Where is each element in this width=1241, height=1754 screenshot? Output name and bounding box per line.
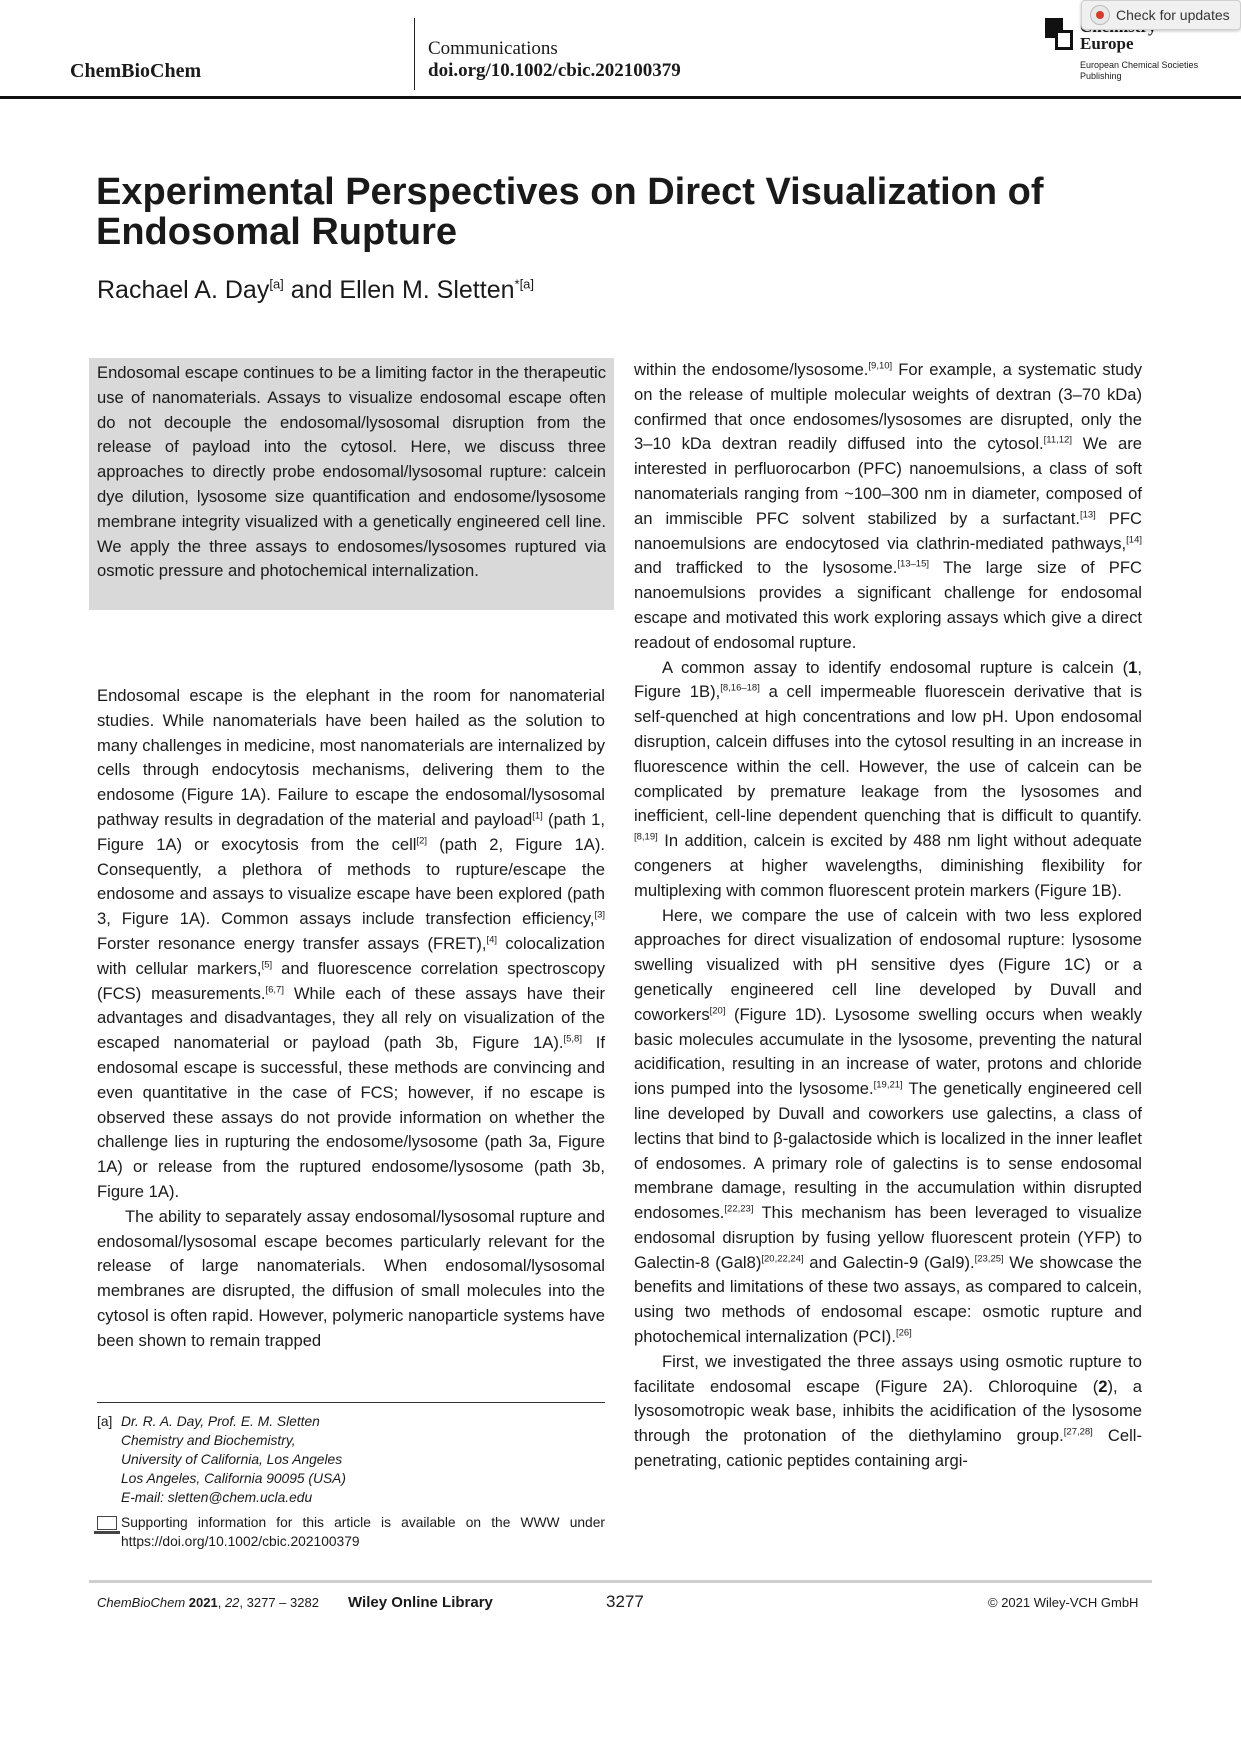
check-for-updates-label: Check for updates (1116, 7, 1230, 23)
page-number: 3277 (606, 1592, 644, 1611)
footer-rule (89, 1580, 1152, 1583)
computer-icon (97, 1516, 117, 1530)
article-title: Experimental Perspectives on Direct Visualization of Endosomal Rupture (96, 171, 1044, 253)
section-label: Communications (428, 38, 558, 59)
copyright: © 2021 Wiley-VCH GmbH (988, 1595, 1139, 1610)
check-for-updates-button[interactable] (1081, 0, 1241, 30)
author-conjunction: and (290, 276, 333, 304)
right-column (634, 358, 1142, 1474)
author-2: Ellen M. Sletten (339, 276, 515, 304)
wiley-online-library-link[interactable]: Wiley Online Library (348, 1594, 493, 1611)
abstract-text: Endosomal escape continues to be a limiting factor in the therapeutic use of nanomaterials. Assays to visualize endosomal escape often do not decouple the endosomal/lysosomal disruption from the release of payload into the cytosol. Here, we discuss three approaches to directly probe endosomal/lysosomal rupture: calcein dye dilution, lysosome size quantification and endosome/lysosome membrane integrity visualized with a genetically engineered cell line. We apply the three assays to endosomes/lysosomes ruptured via osmotic pressure and photochemical internalization. (97, 363, 606, 581)
left-paragraph-2: The ability to separately assay endosomal/lysosomal rupture and endosomal/lysosomal escape becomes particularly relevant for the release of large nanomaterials. When endosomal/lysosomal membranes are disrupted, the diffusion of small molecules into the cytosol is often rapid. However, polymeric nanoparticle systems have been shown to remain trapped (97, 1206, 605, 1350)
footnote-rule (97, 1402, 605, 1403)
left-column (97, 684, 605, 1354)
header-divider (414, 18, 415, 90)
doi-link[interactable]: doi.org/10.1002/cbic.202100379 (428, 60, 681, 81)
right-paragraph-4: First, we investigated the three assays using osmotic rupture to facilitate endosomal escape (Figure 2A). Chloroquine (2), a lysosomotropic weak base, inhibits the acidification of the lysosome through the protonation of the diethylamino group.[27,28] Cell-penetrating, cationic peptides containing argi- (634, 1351, 1142, 1471)
right-paragraph-3: Here, we compare the use of calcein with two less explored approaches for direct visualization of endosomal rupture: lysosome swelling visualized with pH sensitive dyes (Figure 1C) or a genetically engineered cell line developed by Duvall and coworkers[20] (Figure 1D). Lysosome swelling occurs when weakly basic molecules accumulate in the lysosome, preventing the natural acidification, resulting in an increase of water, protons and chloride ions pumped into the lysosome.[19,21] The genetically engineered cell line developed by Duvall and coworkers use galectins, a class of lectins that bind to β-galactoside which is localized in the inner leaflet of endosomes. A primary role of galectins is to sense endosomal membrane damage, resulting in the accumulation within disrupted endosomes.[22,23] This mechanism has been leveraged to visualize endosomal disruption by fusing yellow fluorescent protein (YFP) to Galectin-8 (Gal8)[20,22,24] and Galectin-9 (Gal9).[23,25] We showcase the benefits and limitations of these two assays, as compared to calcein, using two methods of endosomal escape: osmotic rupture and photochemical internalization (PCI).[26] (634, 905, 1143, 1347)
chemistry-europe-logo-icon (1045, 18, 1075, 50)
affiliation-text: Dr. R. A. Day, Prof. E. M. Sletten Chemistry and Biochemistry, University of California, Los Angeles Los Angeles, California 90095 (USA) E-mail: sletten@chem.ucla.edu (121, 1414, 346, 1505)
logo-line-3: European Chemical Societies Publishing (1080, 60, 1199, 81)
footnote-tag: [a] (97, 1414, 113, 1429)
footer-citation: ChemBioChem 2021, 22, 3277 – 3282 (97, 1595, 319, 1610)
email-link[interactable]: E-mail: sletten@chem.ucla.edu (121, 1490, 313, 1505)
right-paragraph-1: within the endosome/lysosome.[9,10] For example, a systematic study on the release of multiple molecular weights of dextran (3–70 kDa) confirmed that once endosomes/lysosomes are disrupted, only the 3–10 kDa dextran readily diffused into the cytosol.[11,12] We are interested in perfluorocarbon (PFC) nanoemulsions, a class of soft nanomaterials ranging from ~100–300 nm in diameter, composed of an immiscible PFC solvent stabilized by a surfactant.[13] PFC nanoemulsions are endocytosed via clathrin-mediated pathways,[14] and trafficked to the lysosome.[13–15] The large size of PFC nanoemulsions provides a significant challenge for endosomal escape and motivated this work exploring assays which give a direct readout of endosomal rupture. (634, 360, 1143, 652)
abstract-box (89, 358, 614, 610)
author-line (97, 276, 534, 305)
author-1: Rachael A. Day (97, 276, 270, 304)
right-paragraph-2: A common assay to identify endosomal rupture is calcein (1, Figure 1B),[8,16–18] a cell impermeable fluorescein derivative that is self-quenched at high concentrations and low pH. Upon endosomal disruption, calcein diffuses into the cytosol resulting in an increase in fluorescence within the cell. However, the use of calcein can be complicated by premature leakage from the lysosomes and inefficient, cell-line dependent quenching that is difficult to quantify.[8,19] In addition, calcein is excited by 488 nm light without adequate congeners at higher wavelengths, diminishing flexibility for multiplexing with common fluorescent protein markers (Figure 1B). (634, 657, 1143, 900)
author-2-affiliation: *[a] (514, 276, 535, 292)
journal-name: ChemBioChem (70, 60, 202, 82)
supporting-info-text[interactable]: Supporting information for this article is available on the WWW under https://doi.org/10.1002/cbic.202100379 (121, 1515, 605, 1549)
crossmark-icon (1090, 5, 1110, 25)
left-paragraph-1: Endosomal escape is the elephant in the room for nanomaterial studies. While nanomaterials have been hailed as the solution to many challenges in medicine, most nanomaterials are internalized by cells through endocytosis mechanisms, delivering them to the endosome (Figure 1A). Failure to escape the endosomal/lysosomal pathway results in degradation of the material and payload[1] (path 1, Figure 1A) or exocytosis from the cell[2] (path 2, Figure 1A). Consequently, a plethora of methods to rupture/escape the endosome and assays to visualize escape have been explored (path 3, Figure 1A). Common assays include transfection efficiency,[3] Forster resonance energy transfer assays (FRET),[4] colocalization with cellular markers,[5] and fluorescence correlation spectroscopy (FCS) measurements.[6,7] While each of these assays have their advantages and disadvantages, they all rely on visualization of the escaped nanomaterial or payload (path 3b, Figure 1A).[5,8] If endosomal escape is successful, these methods are convincing and even quantitative in the case of FCS; however, if no escape is observed these assays do not provide information on whether the challenge lies in rupturing the endosome/lysosome (path 3a, Figure 1A) or release from the ruptured endosome/lysosome (path 3b, Figure 1A). (97, 686, 606, 1201)
logo-line-2: Europe (1080, 34, 1134, 53)
author-1-affiliation: [a] (269, 276, 284, 292)
header-rule (0, 96, 1241, 99)
